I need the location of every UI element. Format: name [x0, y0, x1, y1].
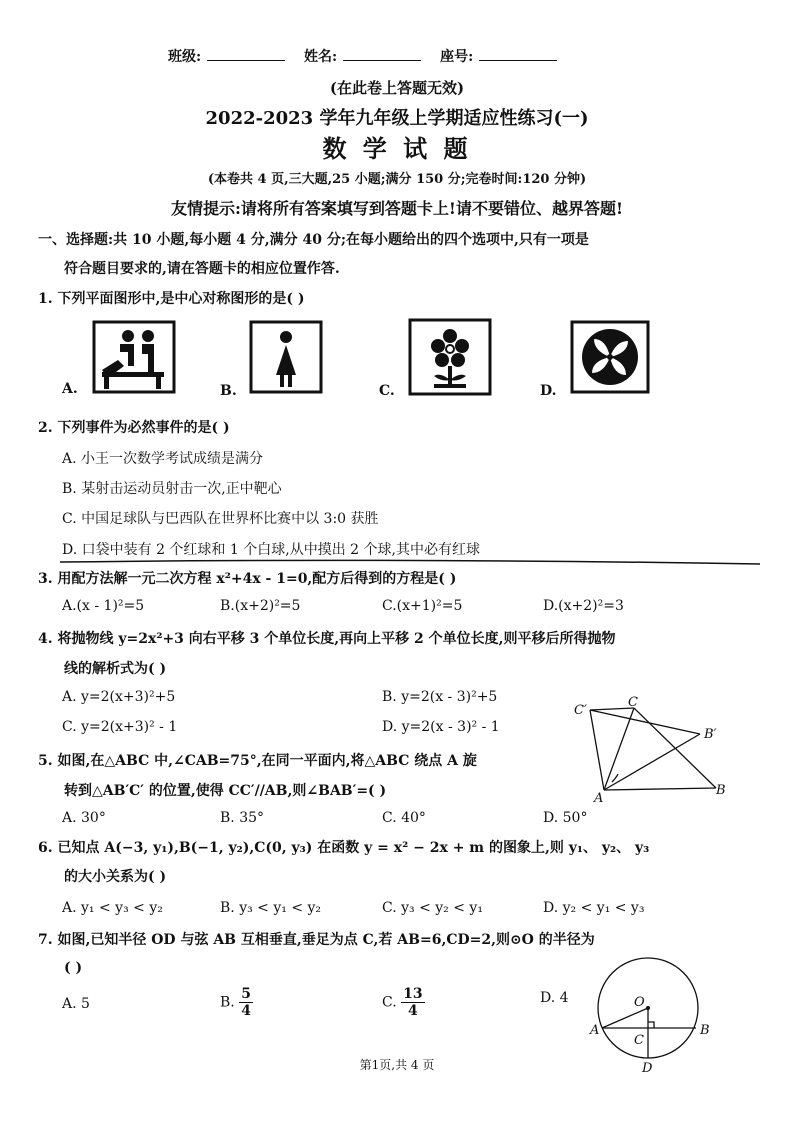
q5-opt-d: D. 50° [543, 810, 588, 826]
q2-opt-a: A. 小王一次数学考试成绩是满分 [62, 451, 264, 467]
q5-label-a: A [594, 791, 604, 806]
q1-figure-c-icon [408, 318, 492, 396]
exam-info: (本卷共 4 页,三大题,25 小题;满分 150 分;完卷时间:120 分钟) [207, 172, 587, 187]
q2-opt-b: B. 某射击运动员射击一次,正中靶心 [62, 481, 282, 497]
q3-stem: 3. 用配方法解一元二次方程 x²+4x - 1=0,配方后得到的方程是( ) [38, 571, 457, 587]
fold-line [60, 556, 760, 568]
q1-stem: 1. 下列平面图形中,是中心对称图形的是( ) [38, 291, 305, 307]
student-info-line [168, 46, 571, 66]
q6-stem-line2: 的大小关系为( ) [64, 869, 167, 885]
q7-opt-b [220, 986, 253, 1019]
seat-blank [479, 48, 557, 61]
q5-label-c: C [628, 696, 638, 710]
q7-opt-b-fraction [239, 986, 253, 1019]
name-label: 姓名: [304, 49, 338, 65]
q1-opt-c: C. [379, 383, 395, 399]
q2-opt-d: D. 口袋中装有 2 个红球和 1 个白球,从中摸出 2 个球,其中必有红球 [62, 542, 480, 558]
q5-stem-line1: 5. 如图,在△ABC 中,∠CAB=75°,在同一平面内,将△ABC 绕点 A 旋 [38, 753, 477, 769]
q7-label-a: A [590, 1023, 600, 1038]
q3-opt-b: B.(x+2)²=5 [220, 598, 301, 614]
exam-title: 2022-2023 学年九年级上学期适应性练习(一) [205, 108, 589, 129]
q7-label-b: B [700, 1023, 710, 1038]
q7-stem-line1: 7. 如图,已知半径 OD 与弦 AB 互相垂直,垂足为点 C,若 AB=6,CD=2,则⊙O 的半径为 [38, 932, 595, 948]
friendly-tip: 友情提示:请将所有答案填写到答题卡上!请不要错位、越界答题! [171, 199, 623, 218]
q1-opt-d: D. [540, 383, 557, 399]
q7-label-d: D [642, 1061, 653, 1076]
section1-line1: 一、选择题:共 10 小题,每小题 4 分,满分 40 分;在每小题给出的四个选项中,只有一项是 [38, 232, 589, 248]
name-blank [343, 48, 421, 61]
q5-opt-c: C. 40° [382, 810, 426, 826]
q6-opt-d: D. y₂ < y₁ < y₃ [543, 900, 645, 916]
q7-stem-line2: ( ) [64, 960, 83, 976]
section1-line2: 符合题目要求的,请在答题卡的相应位置作答. [64, 261, 340, 277]
q7-label-o: O [634, 995, 645, 1010]
q4-opt-d: D. y=2(x - 3)² - 1 [382, 719, 500, 735]
q7-opt-b-denominator: 4 [241, 1003, 251, 1019]
q5-opt-b: B. 35° [220, 810, 265, 826]
q4-stem-line1: 4. 将抛物线 y=2x²+3 向右平移 3 个单位长度,再向上平移 2 个单位长度,则平移后所得抛物 [38, 631, 616, 647]
q1-opt-b: B. [220, 383, 237, 399]
q7-opt-c-fraction [401, 986, 424, 1019]
q7-opt-b-label: B. [220, 994, 235, 1011]
q3-opt-c: C.(x+1)²=5 [382, 598, 463, 614]
q5-label-b: B [716, 783, 726, 798]
q7-opt-c [382, 986, 425, 1019]
q2-stem: 2. 下列事件为必然事件的是( ) [38, 420, 230, 436]
q4-stem-line2: 线的解析式为( ) [64, 661, 167, 677]
q7-opt-c-denominator: 4 [407, 1003, 418, 1019]
q3-opt-d: D.(x+2)²=3 [543, 598, 624, 614]
q6-opt-a: A. y₁ < y₃ < y₂ [62, 900, 163, 916]
q6-opt-b: B. y₃ < y₁ < y₂ [220, 900, 322, 916]
q7-opt-c-numerator: 13 [403, 986, 423, 1002]
page-footer: 第1页,共 4 页 [359, 1058, 435, 1072]
q4-opt-c: C. y=2(x+3)² - 1 [62, 719, 178, 735]
q5-label-b-prime: B′ [704, 727, 717, 742]
class-blank [207, 48, 285, 61]
q7-opt-b-numerator: 5 [241, 986, 251, 1002]
q1-figure-d-icon [570, 320, 650, 394]
q3-opt-a: A.(x - 1)²=5 [62, 598, 145, 614]
q5-stem-line2: 转到△AB′C′ 的位置,使得 CC′//AB,则∠BAB′=( ) [64, 783, 387, 799]
q5-opt-a: A. 30° [62, 810, 106, 826]
class-label: 班级: [168, 49, 202, 65]
q4-opt-b: B. y=2(x - 3)²+5 [382, 689, 498, 705]
q1-figure-b-icon [249, 320, 323, 394]
exam-note: (在此卷上答题无效) [329, 79, 465, 97]
q1-figure-a-icon [92, 320, 176, 394]
q6-opt-c: C. y₃ < y₂ < y₁ [382, 900, 483, 916]
q7-opt-a: A. 5 [62, 996, 90, 1012]
seat-label: 座号: [440, 49, 474, 65]
q4-opt-a: A. y=2(x+3)²+5 [62, 689, 176, 705]
q2-opt-c: C. 中国足球队与巴西队在世界杯比赛中以 3:0 获胜 [62, 511, 379, 527]
subject-title: 数 学 试 题 [322, 134, 472, 163]
q5-triangle-figure [566, 696, 742, 806]
q7-opt-d: D. 4 [540, 990, 569, 1006]
q7-opt-c-label: C. [382, 994, 397, 1011]
q6-stem-line1: 6. 已知点 A(−3, y₁),B(−1, y₂),C(0, y₃) 在函数 y = x² − 2x + m 的图象上,则 y₁、 y₂、 y₃ [38, 840, 650, 856]
q5-label-c-prime: C′ [574, 703, 587, 718]
q1-opt-a: A. [62, 381, 78, 397]
q7-label-c: C [634, 1033, 644, 1048]
